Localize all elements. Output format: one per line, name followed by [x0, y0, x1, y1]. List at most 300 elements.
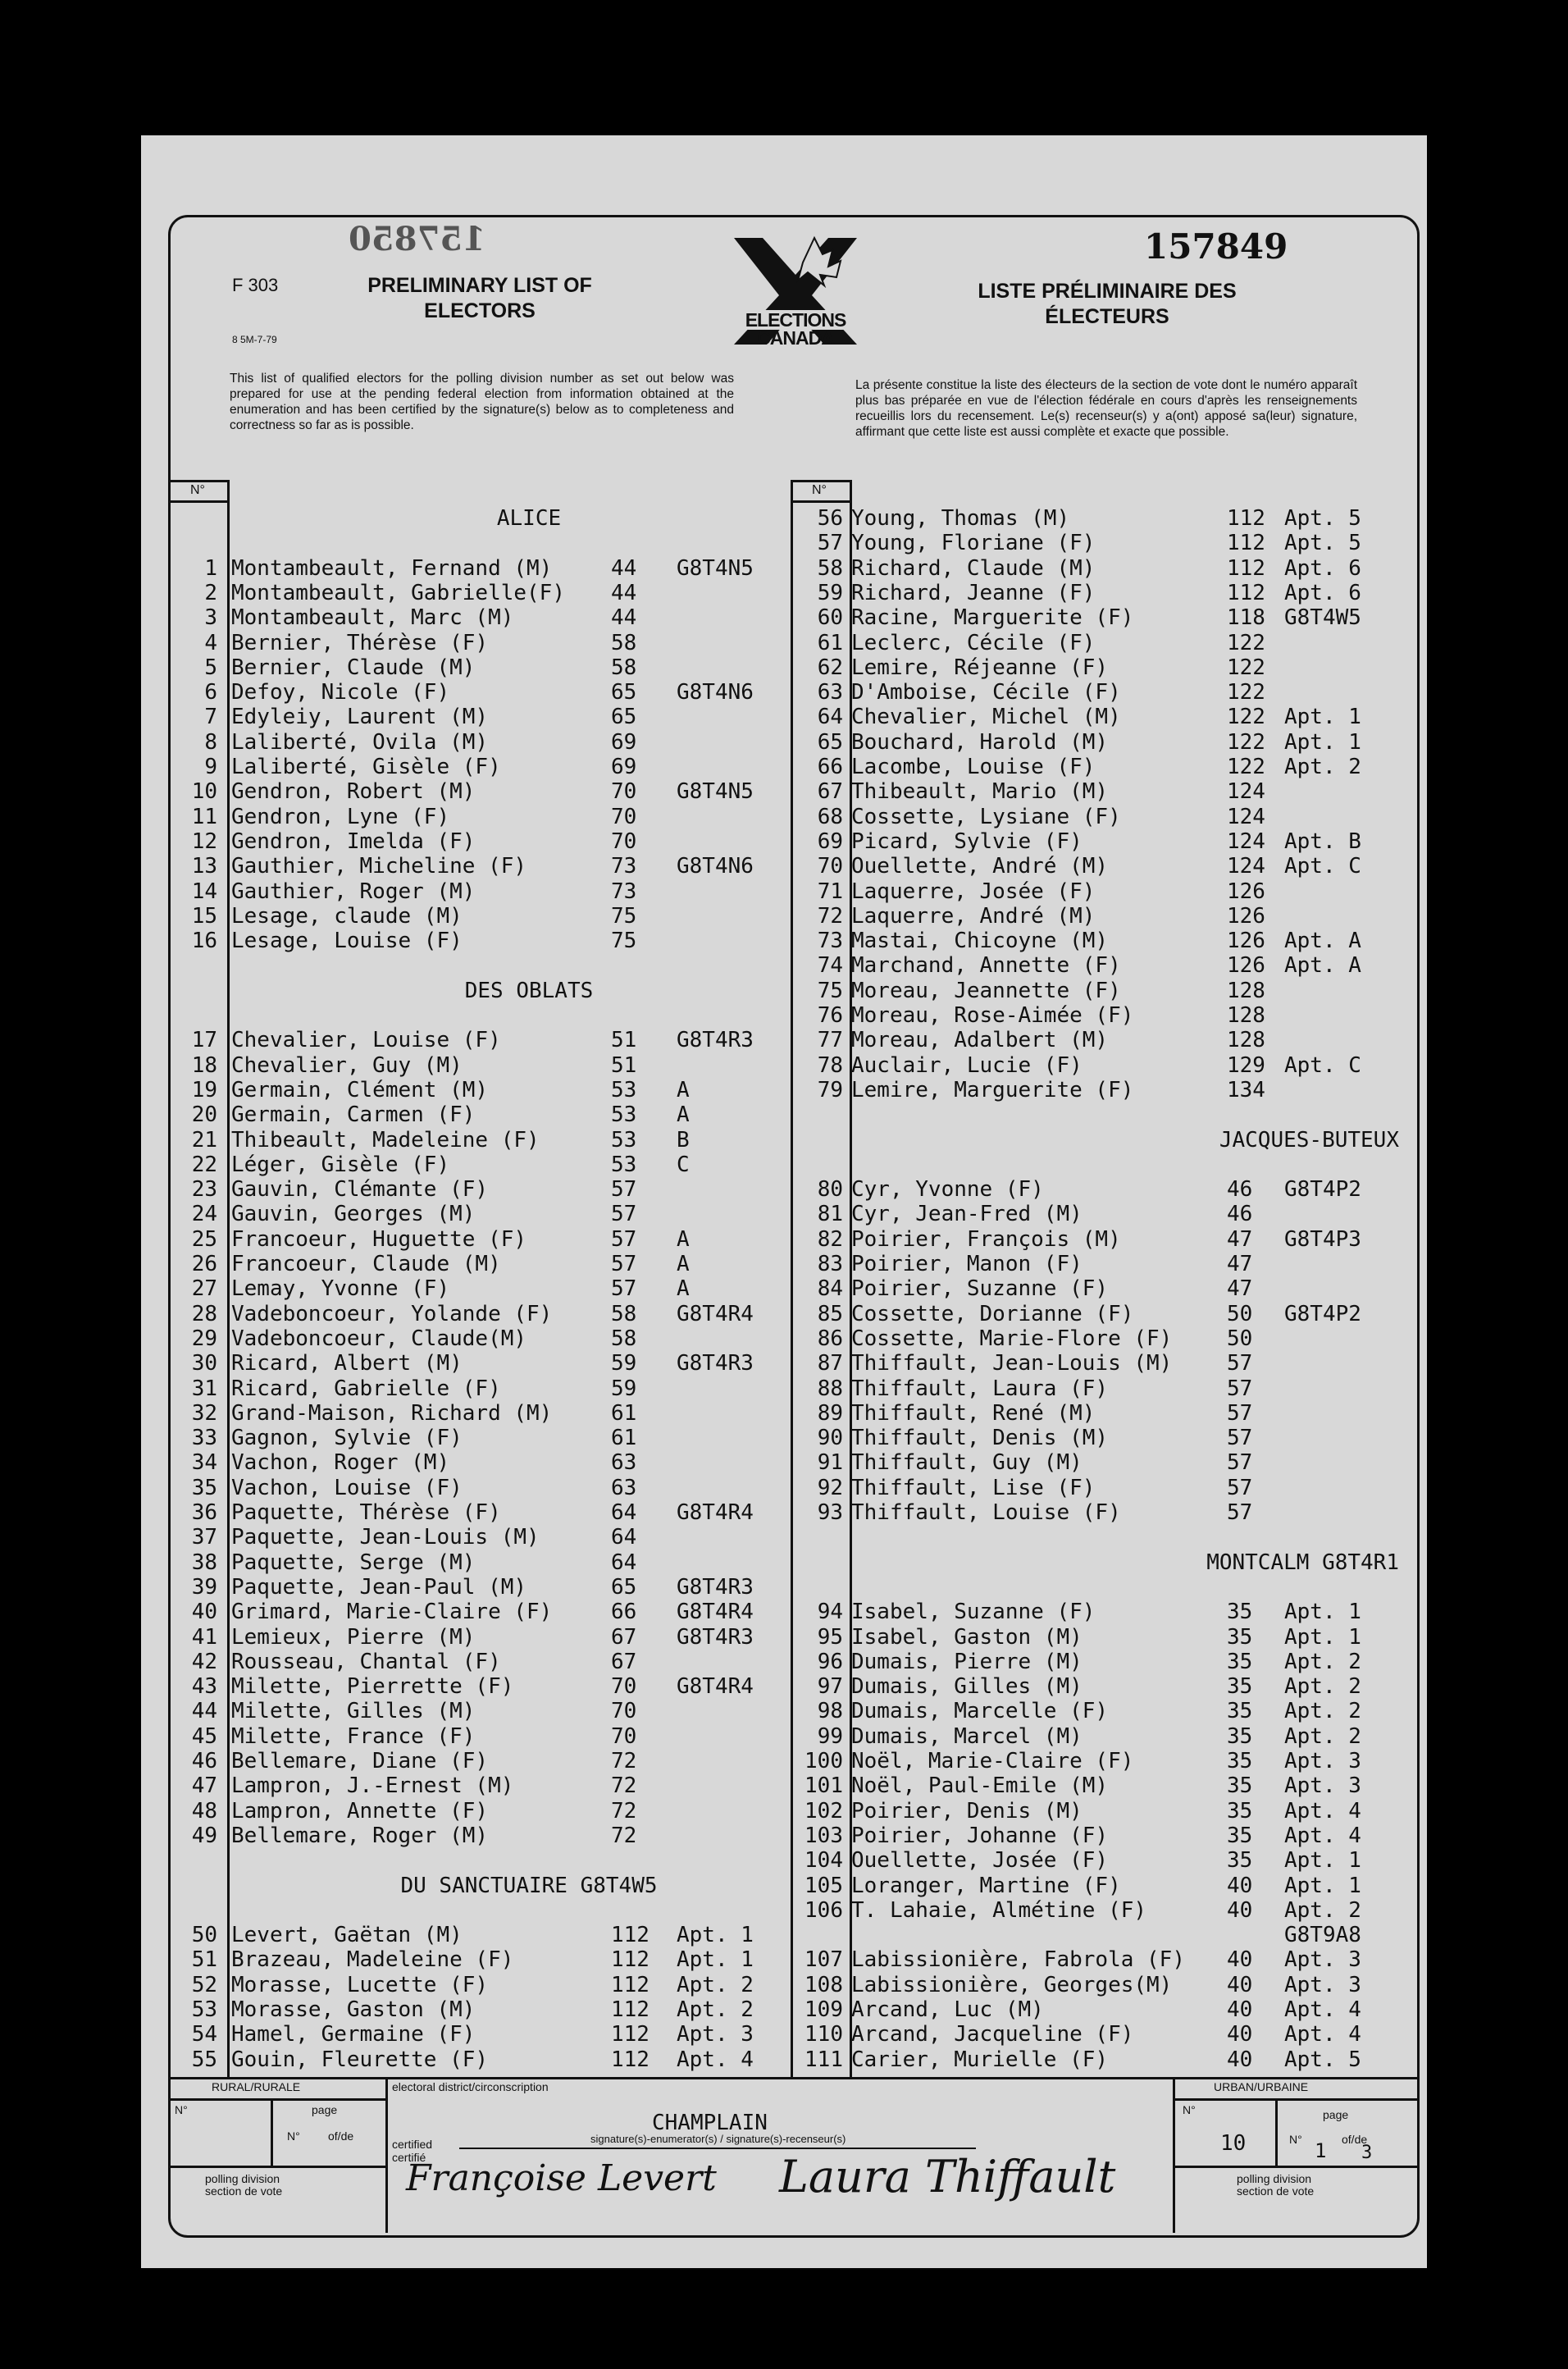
- elector-address: 44: [611, 580, 637, 605]
- elector-number: 82: [817, 1226, 843, 1252]
- elector-address: 65: [611, 1574, 637, 1600]
- elector-number: 19: [191, 1077, 217, 1102]
- elector-name: Lemieux, Pierre (M): [231, 1624, 476, 1650]
- elector-address: 57: [611, 1177, 637, 1203]
- elector-number: 104: [805, 1848, 843, 1874]
- elector-address: 70: [611, 1674, 637, 1700]
- elector-number: 74: [817, 953, 843, 979]
- elector-name: Germain, Carmen (F): [231, 1102, 476, 1128]
- elector-address: 118: [1227, 605, 1265, 631]
- elector-name: Cossette, Lysiane (F): [851, 804, 1121, 829]
- elector-number: 58: [817, 555, 843, 581]
- urban-polling-label-1: polling division: [1237, 2172, 1312, 2185]
- elector-address: 64: [611, 1525, 637, 1550]
- elector-name: Isabel, Suzanne (F): [851, 1600, 1096, 1625]
- elector-number: 87: [817, 1351, 843, 1376]
- elector-name: Vachon, Louise (F): [231, 1475, 463, 1500]
- urban-page-number: 1: [1315, 2139, 1327, 2162]
- elector-address: 72: [611, 1798, 637, 1824]
- elector-name: Dumais, Marcel (M): [851, 1723, 1083, 1749]
- elector-number: 55: [191, 2047, 217, 2072]
- elector-name: Paquette, Serge (M): [231, 1550, 476, 1575]
- enumerator-signature-1: Françoise Levert: [406, 2157, 717, 2199]
- elector-number: 35: [191, 1475, 217, 1500]
- elector-name: Labissionière, Fabrola (F): [851, 1947, 1185, 1973]
- rural-no-label: N°: [175, 2103, 188, 2116]
- elector-address: 126: [1227, 903, 1265, 929]
- elector-name: Lampron, Annette (F): [231, 1798, 489, 1824]
- elector-name: Bellemare, Roger (M): [231, 1823, 489, 1848]
- elector-name: Brazeau, Madeleine (F): [231, 1947, 514, 1973]
- elector-name: Milette, France (F): [231, 1723, 476, 1749]
- elector-apt-or-postal: Apt. 4: [1284, 1798, 1361, 1824]
- elector-address: 70: [611, 828, 637, 854]
- elector-number: 38: [191, 1550, 217, 1575]
- elector-number: 89: [817, 1400, 843, 1426]
- elector-address: 35: [1227, 1699, 1253, 1724]
- district-name: CHAMPLAIN: [652, 2111, 768, 2135]
- elector-name: Thibeault, Mario (M): [851, 779, 1109, 805]
- elector-name: Moreau, Jeannette (F): [851, 978, 1121, 1003]
- elector-number: 44: [191, 1699, 217, 1724]
- elector-address: 57: [1227, 1500, 1253, 1525]
- elector-apt-or-postal: Apt. 2: [677, 1997, 754, 2022]
- elector-name: Grimard, Marie-Claire (F): [231, 1600, 553, 1625]
- elector-address: 112: [1227, 531, 1265, 556]
- elector-address: 124: [1227, 804, 1265, 829]
- elector-name: Chevalier, Michel (M): [851, 705, 1121, 730]
- elector-apt-or-postal: Apt. 1: [1284, 729, 1361, 755]
- elector-number: 103: [805, 1823, 843, 1848]
- elector-address: 73: [611, 854, 637, 879]
- elector-name: Gagnon, Sylvie (F): [231, 1426, 463, 1451]
- logo-text-canada: CANADA: [757, 327, 834, 349]
- district-label: electoral district/circonscription: [392, 2080, 549, 2093]
- elector-number: 88: [817, 1376, 843, 1401]
- elector-number: 32: [191, 1400, 217, 1426]
- elector-name: Vadeboncoeur, Claude(M): [231, 1326, 527, 1351]
- title-french: LISTE PRÉLIMINAIRE DES ÉLECTEURS: [978, 280, 1237, 328]
- elector-number: 63: [817, 680, 843, 705]
- elector-name: Thiffault, Laura (F): [851, 1376, 1109, 1401]
- elector-apt-or-postal: Apt. 2: [1284, 1897, 1361, 1923]
- elector-name: Francoeur, Huguette (F): [231, 1226, 527, 1252]
- elector-address: 112: [1227, 580, 1265, 605]
- elector-address: 122: [1227, 729, 1265, 755]
- elector-apt-or-postal: G8T4P2: [1284, 1301, 1361, 1326]
- certified-label-fr: certifié: [392, 2151, 426, 2164]
- elector-name: Francoeur, Claude (M): [231, 1252, 501, 1276]
- elector-name: Noël, Marie-Claire (F): [851, 1749, 1134, 1773]
- elector-name: Gauvin, Clémante (F): [231, 1177, 489, 1203]
- elector-number: 109: [805, 1997, 843, 2022]
- elector-apt-or-postal: Apt. 3: [1284, 1749, 1361, 1773]
- elector-number: 43: [191, 1674, 217, 1700]
- elector-apt-or-postal: Apt. C: [1284, 854, 1361, 879]
- elector-address: 129: [1227, 1052, 1265, 1078]
- elector-number: 27: [191, 1276, 217, 1302]
- elector-name: Rousseau, Chantal (F): [231, 1649, 501, 1674]
- elector-apt-or-postal: Apt. 2: [1284, 1674, 1361, 1700]
- elector-name: Poirier, Suzanne (F): [851, 1276, 1109, 1302]
- elector-number: 10: [191, 779, 217, 805]
- elector-name: Carier, Murielle (F): [851, 2047, 1109, 2072]
- elector-number: 11: [191, 804, 217, 829]
- elector-number: 25: [191, 1226, 217, 1252]
- elector-name: Richard, Claude (M): [851, 555, 1096, 581]
- elector-name: Racine, Marguerite (F): [851, 605, 1134, 631]
- elector-name: Moreau, Rose-Aimée (F): [851, 1003, 1134, 1028]
- elector-number: 34: [191, 1450, 217, 1476]
- signature-label: signature(s)-enumerator(s) / signature(s)-recenseur(s): [590, 2133, 846, 2145]
- left-header-bottom-line: [168, 500, 230, 503]
- elector-name: Poirier, Denis (M): [851, 1798, 1083, 1824]
- signature-line: [459, 2148, 976, 2149]
- elector-address: 57: [1227, 1376, 1253, 1401]
- elector-number: 111: [805, 2047, 843, 2072]
- elector-apt-or-postal: Apt. 2: [1284, 1699, 1361, 1724]
- elector-name: Paquette, Jean-Louis (M): [231, 1525, 540, 1550]
- elector-number: 90: [817, 1426, 843, 1451]
- elector-name: Gendron, Imelda (F): [231, 828, 476, 854]
- elector-number: 56: [817, 506, 843, 531]
- elector-address: 112: [611, 1947, 650, 1973]
- elector-apt-or-postal: Apt. 4: [677, 2047, 754, 2072]
- elector-name: Grand-Maison, Richard (M): [231, 1400, 553, 1426]
- elector-name: Gouin, Fleurette (F): [231, 2047, 489, 2072]
- elector-name: Bernier, Claude (M): [231, 655, 476, 680]
- elector-address: 53: [611, 1152, 637, 1177]
- elector-name: Ouellette, Josée (F): [851, 1848, 1109, 1874]
- elector-address: 122: [1227, 655, 1265, 680]
- urban-page-total: 3: [1361, 2143, 1373, 2163]
- elector-name: Laliberté, Gisèle (F): [231, 755, 501, 779]
- elector-address: 63: [611, 1450, 637, 1476]
- elector-address: 40: [1227, 1873, 1253, 1898]
- elector-apt-or-postal: Apt. A: [1284, 929, 1361, 954]
- elector-name: Isabel, Gaston (M): [851, 1624, 1083, 1650]
- elector-address: 63: [611, 1475, 637, 1500]
- elector-address: 57: [611, 1252, 637, 1276]
- elector-name: Vadeboncoeur, Yolande (F): [231, 1301, 553, 1326]
- elector-address: 35: [1227, 1723, 1253, 1749]
- elector-number: 8: [204, 729, 217, 755]
- elector-number: 66: [817, 755, 843, 779]
- left-elector-list: [168, 506, 791, 2077]
- elector-number: 29: [191, 1326, 217, 1351]
- elector-apt-or-postal: G8T4R4: [677, 1301, 754, 1326]
- elector-number: 17: [191, 1028, 217, 1053]
- street-heading: MONTCALM G8T4R1: [1206, 1550, 1399, 1575]
- elector-name: Thiffault, Denis (M): [851, 1426, 1109, 1451]
- elector-number: 83: [817, 1252, 843, 1276]
- elector-apt-or-postal: Apt. B: [1284, 828, 1361, 854]
- elector-number: 26: [191, 1252, 217, 1276]
- rural-page-no-label: N°: [287, 2129, 300, 2143]
- elector-name: Leclerc, Cécile (F): [851, 630, 1096, 655]
- elector-address: 128: [1227, 1028, 1265, 1053]
- elector-number: 69: [817, 828, 843, 854]
- elector-number: 64: [817, 705, 843, 730]
- elector-address: 70: [611, 779, 637, 805]
- elector-address: 46: [1227, 1177, 1253, 1203]
- elector-address: 40: [1227, 2047, 1253, 2072]
- elector-name: Thiffault, René (M): [851, 1400, 1096, 1426]
- elector-name: D'Amboise, Cécile (F): [851, 680, 1121, 705]
- elector-name: Lemire, Marguerite (F): [851, 1077, 1134, 1102]
- elector-address: 40: [1227, 1897, 1253, 1923]
- rural-polling-label-1: polling division: [205, 2172, 280, 2185]
- elector-address: 126: [1227, 879, 1265, 904]
- rural-of-label: of/de: [328, 2129, 354, 2143]
- certified-label-en: certified: [392, 2138, 433, 2151]
- elector-apt-or-postal: Apt. A: [1284, 953, 1361, 979]
- elector-name: Levert, Gaëtan (M): [231, 1923, 463, 1948]
- elector-name: Bellemare, Diane (F): [231, 1749, 489, 1773]
- elector-name: Ricard, Albert (M): [231, 1351, 463, 1376]
- elector-apt-or-postal: Apt. 1: [1284, 1600, 1361, 1625]
- elector-address: 126: [1227, 953, 1265, 979]
- elector-number: 73: [817, 929, 843, 954]
- elector-apt-or-postal: B: [677, 1127, 690, 1153]
- elector-number: 52: [191, 1972, 217, 1997]
- elector-address: 65: [611, 705, 637, 730]
- elector-address: 53: [611, 1127, 637, 1153]
- elector-address: 72: [611, 1823, 637, 1848]
- elector-number: 65: [817, 729, 843, 755]
- elector-number: 110: [805, 2022, 843, 2047]
- elector-number: 100: [805, 1749, 843, 1773]
- elector-address: 112: [611, 2022, 650, 2047]
- elector-apt-or-postal: Apt. 3: [1284, 1773, 1361, 1799]
- elector-apt-or-postal: Apt. 2: [1284, 755, 1361, 779]
- elector-address: 44: [611, 555, 637, 581]
- elector-address: 70: [611, 1699, 637, 1724]
- urban-of-label: of/de: [1342, 2133, 1368, 2146]
- elector-name: Bouchard, Harold (M): [851, 729, 1109, 755]
- right-header-top-line: [792, 480, 851, 482]
- elector-address: 35: [1227, 1674, 1253, 1700]
- elector-number: 95: [817, 1624, 843, 1650]
- footer-top-line: [168, 2077, 1417, 2079]
- elector-address: 112: [1227, 506, 1265, 531]
- elector-name: Paquette, Thérèse (F): [231, 1500, 501, 1525]
- elector-name: Gauthier, Micheline (F): [231, 854, 527, 879]
- elector-name: Young, Floriane (F): [851, 531, 1096, 556]
- elector-address: 57: [611, 1202, 637, 1227]
- elector-number: 108: [805, 1972, 843, 1997]
- elector-apt-or-postal: Apt. 5: [1284, 506, 1361, 531]
- street-heading: DES OBLATS: [464, 978, 594, 1003]
- elector-address: 47: [1227, 1252, 1253, 1276]
- elector-address: 122: [1227, 755, 1265, 779]
- elector-address: 44: [611, 605, 637, 631]
- elector-address: 35: [1227, 1624, 1253, 1650]
- elector-address: 57: [1227, 1475, 1253, 1500]
- street-heading: JACQUES-BUTEUX: [1219, 1127, 1399, 1153]
- elector-name: Morasse, Gaston (M): [231, 1997, 476, 2022]
- street-heading: DU SANCTUAIRE G8T4W5: [400, 1873, 658, 1898]
- elector-name: Lemay, Yvonne (F): [231, 1276, 450, 1302]
- elector-address: 112: [1227, 555, 1265, 581]
- elector-name: Cyr, Jean-Fred (M): [851, 1202, 1083, 1227]
- elector-apt-or-postal: Apt. 2: [1284, 1723, 1361, 1749]
- rural-page-label: page: [312, 2103, 338, 2116]
- elector-name: Morasse, Lucette (F): [231, 1972, 489, 1997]
- elector-number: 67: [817, 779, 843, 805]
- elector-name: Dumais, Gilles (M): [851, 1674, 1083, 1700]
- elector-address: 57: [611, 1276, 637, 1302]
- elector-name: Dumais, Marcelle (F): [851, 1699, 1109, 1724]
- elector-address: 58: [611, 1301, 637, 1326]
- elector-address: 40: [1227, 2022, 1253, 2047]
- elector-number: 99: [817, 1723, 843, 1749]
- elector-number: 98: [817, 1699, 843, 1724]
- elector-number: 72: [817, 903, 843, 929]
- elector-apt-or-postal: Apt. 4: [1284, 1823, 1361, 1848]
- elector-name: Léger, Gisèle (F): [231, 1152, 450, 1177]
- elector-number: 93: [817, 1500, 843, 1525]
- elector-address: 47: [1227, 1276, 1253, 1302]
- elector-number: 37: [191, 1525, 217, 1550]
- urban-label: URBAN/URBAINE: [1214, 2080, 1309, 2093]
- elector-apt-or-postal: A: [677, 1252, 690, 1276]
- elector-name: Laquerre, Josée (F): [851, 879, 1096, 904]
- elector-address: 112: [611, 2047, 650, 2072]
- elector-apt-or-postal: Apt. 6: [1284, 580, 1361, 605]
- elector-address: 61: [611, 1400, 637, 1426]
- elector-name: Cossette, Dorianne (F): [851, 1301, 1134, 1326]
- elector-name: Gendron, Robert (M): [231, 779, 476, 805]
- elector-number: 49: [191, 1823, 217, 1848]
- elector-number: 51: [191, 1947, 217, 1973]
- elector-address: 35: [1227, 1798, 1253, 1824]
- elector-number: 18: [191, 1052, 217, 1078]
- elector-number: 106: [805, 1897, 843, 1923]
- elector-address: 73: [611, 879, 637, 904]
- elector-address: 40: [1227, 1947, 1253, 1973]
- elector-address: 57: [1227, 1351, 1253, 1376]
- elector-number: 60: [817, 605, 843, 631]
- right-header-bottom-line: [792, 500, 851, 503]
- right-number-header: N°: [812, 483, 827, 497]
- elector-address: 112: [611, 1972, 650, 1997]
- elector-name: Montambeault, Fernand (M): [231, 555, 553, 581]
- elector-apt-or-postal: Apt. 3: [1284, 1972, 1361, 1997]
- elector-address: 50: [1227, 1326, 1253, 1351]
- rural-polling-label-2: section de vote: [205, 2184, 283, 2198]
- elector-apt-or-postal: G8T4R3: [677, 1028, 754, 1053]
- footer-rural-mid-line: [168, 2166, 385, 2168]
- elector-name: Lesage, Louise (F): [231, 929, 463, 954]
- elector-name: Edyleiy, Laurent (M): [231, 705, 489, 730]
- elector-name: Thiffault, Lise (F): [851, 1475, 1096, 1500]
- elector-address: 70: [611, 1723, 637, 1749]
- elector-address: 57: [611, 1226, 637, 1252]
- elector-number: 7: [204, 705, 217, 730]
- elector-apt-or-postal: Apt. 1: [677, 1923, 754, 1948]
- elector-apt-or-postal: A: [677, 1077, 690, 1102]
- elector-address: 40: [1227, 1997, 1253, 2022]
- elector-number: 16: [191, 929, 217, 954]
- elector-address: 122: [1227, 705, 1265, 730]
- elector-name: Montambeault, Marc (M): [231, 605, 514, 631]
- elector-name: T. Lahaie, Almétine (F): [851, 1897, 1147, 1923]
- elector-apt-or-postal: G8T4N5: [677, 779, 754, 805]
- elector-number: 39: [191, 1574, 217, 1600]
- elector-number: 54: [191, 2022, 217, 2047]
- elector-apt-or-postal: G8T4N5: [677, 555, 754, 581]
- elector-address: 53: [611, 1102, 637, 1128]
- elector-name: Laquerre, André (M): [851, 903, 1096, 929]
- elector-address: 51: [611, 1028, 637, 1053]
- street-heading: ALICE: [496, 506, 562, 531]
- elector-name: Dumais, Pierre (M): [851, 1649, 1083, 1674]
- elector-name: Picard, Sylvie (F): [851, 828, 1083, 854]
- elector-apt-or-postal: Apt. 1: [1284, 1873, 1361, 1898]
- elector-apt-or-postal: G8T4W5: [1284, 605, 1361, 631]
- elector-apt-or-postal: Apt. 5: [1284, 531, 1361, 556]
- elector-apt-or-postal: Apt. 1: [677, 1947, 754, 1973]
- elector-name: Lampron, J.-Ernest (M): [231, 1773, 514, 1799]
- elector-number: 36: [191, 1500, 217, 1525]
- elector-number: 4: [204, 630, 217, 655]
- elector-number: 85: [817, 1301, 843, 1326]
- elector-address: 51: [611, 1052, 637, 1078]
- elector-apt-or-postal: Apt. 1: [1284, 705, 1361, 730]
- elector-apt-or-postal: G8T4R3: [677, 1351, 754, 1376]
- elector-address: 122: [1227, 680, 1265, 705]
- elector-address: 57: [1227, 1426, 1253, 1451]
- elector-apt-or-postal: G8T4R4: [677, 1500, 754, 1525]
- elector-apt-or-postal: Apt. 4: [1284, 1997, 1361, 2022]
- urban-page-no-label: N°: [1289, 2133, 1302, 2146]
- elector-number: 97: [817, 1674, 843, 1700]
- elector-apt-or-postal: Apt. 6: [1284, 555, 1361, 581]
- urban-polling-number: 10: [1220, 2131, 1247, 2156]
- elector-address: 128: [1227, 1003, 1265, 1028]
- elector-number: 70: [817, 854, 843, 879]
- elector-address: 65: [611, 680, 637, 705]
- elector-name: Bernier, Thérèse (F): [231, 630, 489, 655]
- footer-rural-rule: [385, 2077, 388, 2233]
- elector-address: 124: [1227, 779, 1265, 805]
- elector-apt-or-postal: Apt. 3: [677, 2022, 754, 2047]
- elector-number: 68: [817, 804, 843, 829]
- elector-number: 20: [191, 1102, 217, 1128]
- elector-number: 77: [817, 1028, 843, 1053]
- elector-name: Loranger, Martine (F): [851, 1873, 1121, 1898]
- elector-number: 31: [191, 1376, 217, 1401]
- elector-number: 92: [817, 1475, 843, 1500]
- elector-number: 81: [817, 1202, 843, 1227]
- elector-number: 30: [191, 1351, 217, 1376]
- elector-number: 33: [191, 1426, 217, 1451]
- elector-address: 66: [611, 1600, 637, 1625]
- elector-number: 24: [191, 1202, 217, 1227]
- elector-name: Lacombe, Louise (F): [851, 755, 1096, 779]
- elector-name: Arcand, Jacqueline (F): [851, 2022, 1134, 2047]
- elector-number: 78: [817, 1052, 843, 1078]
- elector-name: Arcand, Luc (M): [851, 1997, 1044, 2022]
- elector-address: 58: [611, 630, 637, 655]
- elector-name: Poirier, François (M): [851, 1226, 1121, 1252]
- elector-name: Montambeault, Gabrielle(F): [231, 580, 565, 605]
- elector-number: 80: [817, 1177, 843, 1203]
- elector-name: Thiffault, Guy (M): [851, 1450, 1083, 1476]
- elector-address: 35: [1227, 1749, 1253, 1773]
- elector-apt-or-postal: G8T4R4: [677, 1600, 754, 1625]
